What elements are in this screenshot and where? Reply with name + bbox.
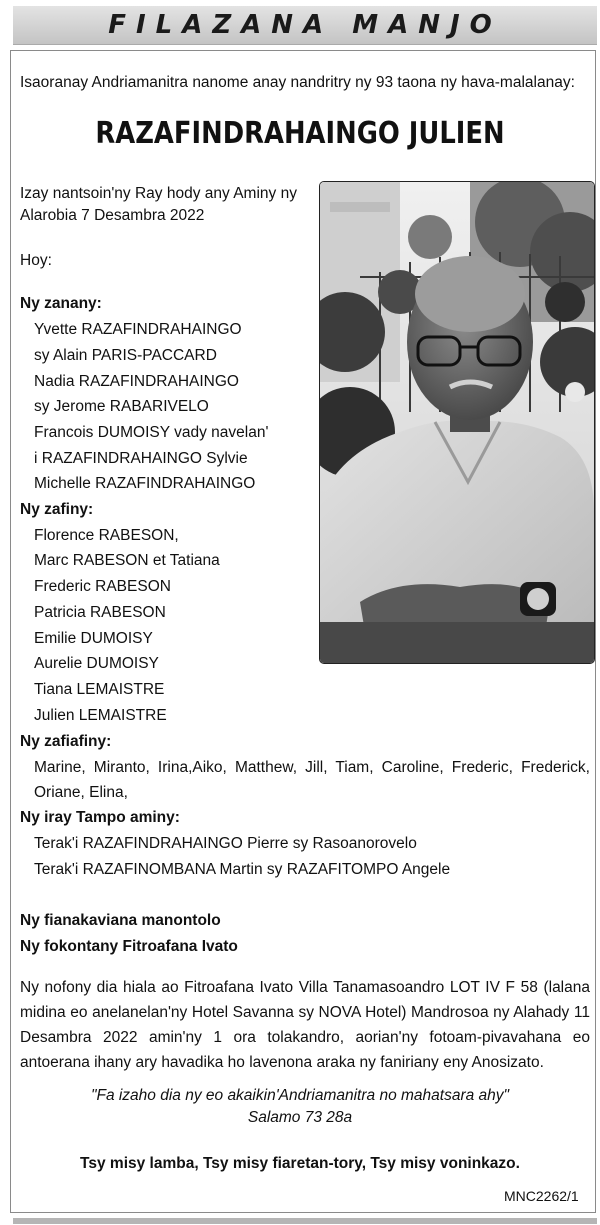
intro-text: Isaoranay Andriamanitra nanome anay nandritry ny 93 taona ny hava-malalanay:: [20, 74, 575, 91]
bible-reference: Salamo 73 28a: [247, 1109, 353, 1126]
portrait-photo: [319, 181, 595, 664]
hoy-label: Hoy:: [20, 252, 52, 269]
grandchild-line: Aurelie DUMOISY: [34, 655, 159, 672]
family-line-1: Ny fianakaviana manontolo: [20, 912, 221, 929]
notice-title: FILAZANA MANJO: [108, 10, 502, 40]
notice-header: [13, 6, 597, 45]
family-line-2: Ny fokontany Fitroafana Ivato: [20, 938, 238, 955]
grandchildren-heading: Ny zafiny:: [20, 501, 94, 518]
child-line: Francois DUMOISY vady navelan': [34, 424, 269, 441]
child-line: Yvette RAZAFINDRAHAINGO: [34, 321, 242, 338]
bible-quote: "Fa izaho dia ny eo akaikin'Andriamanitra no mahatsara ahy": [90, 1087, 510, 1104]
grandchild-line: Florence RABESON,: [34, 527, 179, 544]
grandchild-line: Tiana LEMAISTRE: [34, 681, 165, 698]
closing-statement: Tsy misy lamba, Tsy misy fiaretan-tory, Tsy misy voninkazo.: [80, 1155, 520, 1172]
great-grandchildren-list: Marine, Miranto, Irina,Aiko, Matthew, Jill, Tiam, Caroline, Frederic, Frederick, Oriane, Elina,: [34, 759, 590, 801]
child-line: i RAZAFINDRAHAINGO Sylvie: [34, 450, 248, 467]
portrait-photo-icon: [320, 182, 594, 663]
siblings-heading: Ny iray Tampo aminy:: [20, 809, 180, 826]
footer-bar: [13, 1218, 597, 1224]
child-line: sy Jerome RABARIVELO: [34, 398, 209, 415]
grandchild-line: Marc RABESON et Tatiana: [34, 552, 220, 569]
great-grandchildren-heading: Ny zafiafiny:: [20, 733, 112, 750]
deceased-name: RAZAFINDRAHAINGO JULIEN: [95, 116, 505, 151]
funeral-details: Ny nofony dia hiala ao Fitroafana Ivato Villa Tanamasoandro LOT IV F 58 (lalana midina eo anelanelan'ny Hotel Savanna sy NOVA Hotel) Mandrosoa ny Alahady 11 Desambra 2022 amin'ny 1 ora tolakandro, aorian'ny fotoam-pivavahana eo antoerana ihany ary havadika ho lavenona araka ny faniriany eny Anosizato.: [20, 979, 590, 1071]
reference-code: MNC2262/1: [504, 1188, 579, 1204]
grandchild-line: Julien LEMAISTRE: [34, 707, 167, 724]
death-notice-line-2: Alarobia 7 Desambra 2022: [20, 207, 205, 224]
children-heading: Ny zanany:: [20, 295, 102, 312]
child-line: sy Alain PARIS-PACCARD: [34, 347, 217, 364]
sibling-line: Terak'i RAZAFINDRAHAINGO Pierre sy Rasoanorovelo: [34, 835, 417, 852]
sibling-line: Terak'i RAZAFINOMBANA Martin sy RAZAFITOMPO Angele: [34, 861, 451, 878]
grandchild-line: Frederic RABESON: [34, 578, 171, 595]
child-line: Nadia RAZAFINDRAHAINGO: [34, 373, 239, 390]
grandchild-line: Emilie DUMOISY: [34, 630, 153, 647]
death-notice-line-1: Izay nantsoin'ny Ray hody any Aminy ny: [20, 185, 297, 202]
grandchild-line: Patricia RABESON: [34, 604, 166, 621]
child-line: Michelle RAZAFINDRAHAINGO: [34, 475, 256, 492]
